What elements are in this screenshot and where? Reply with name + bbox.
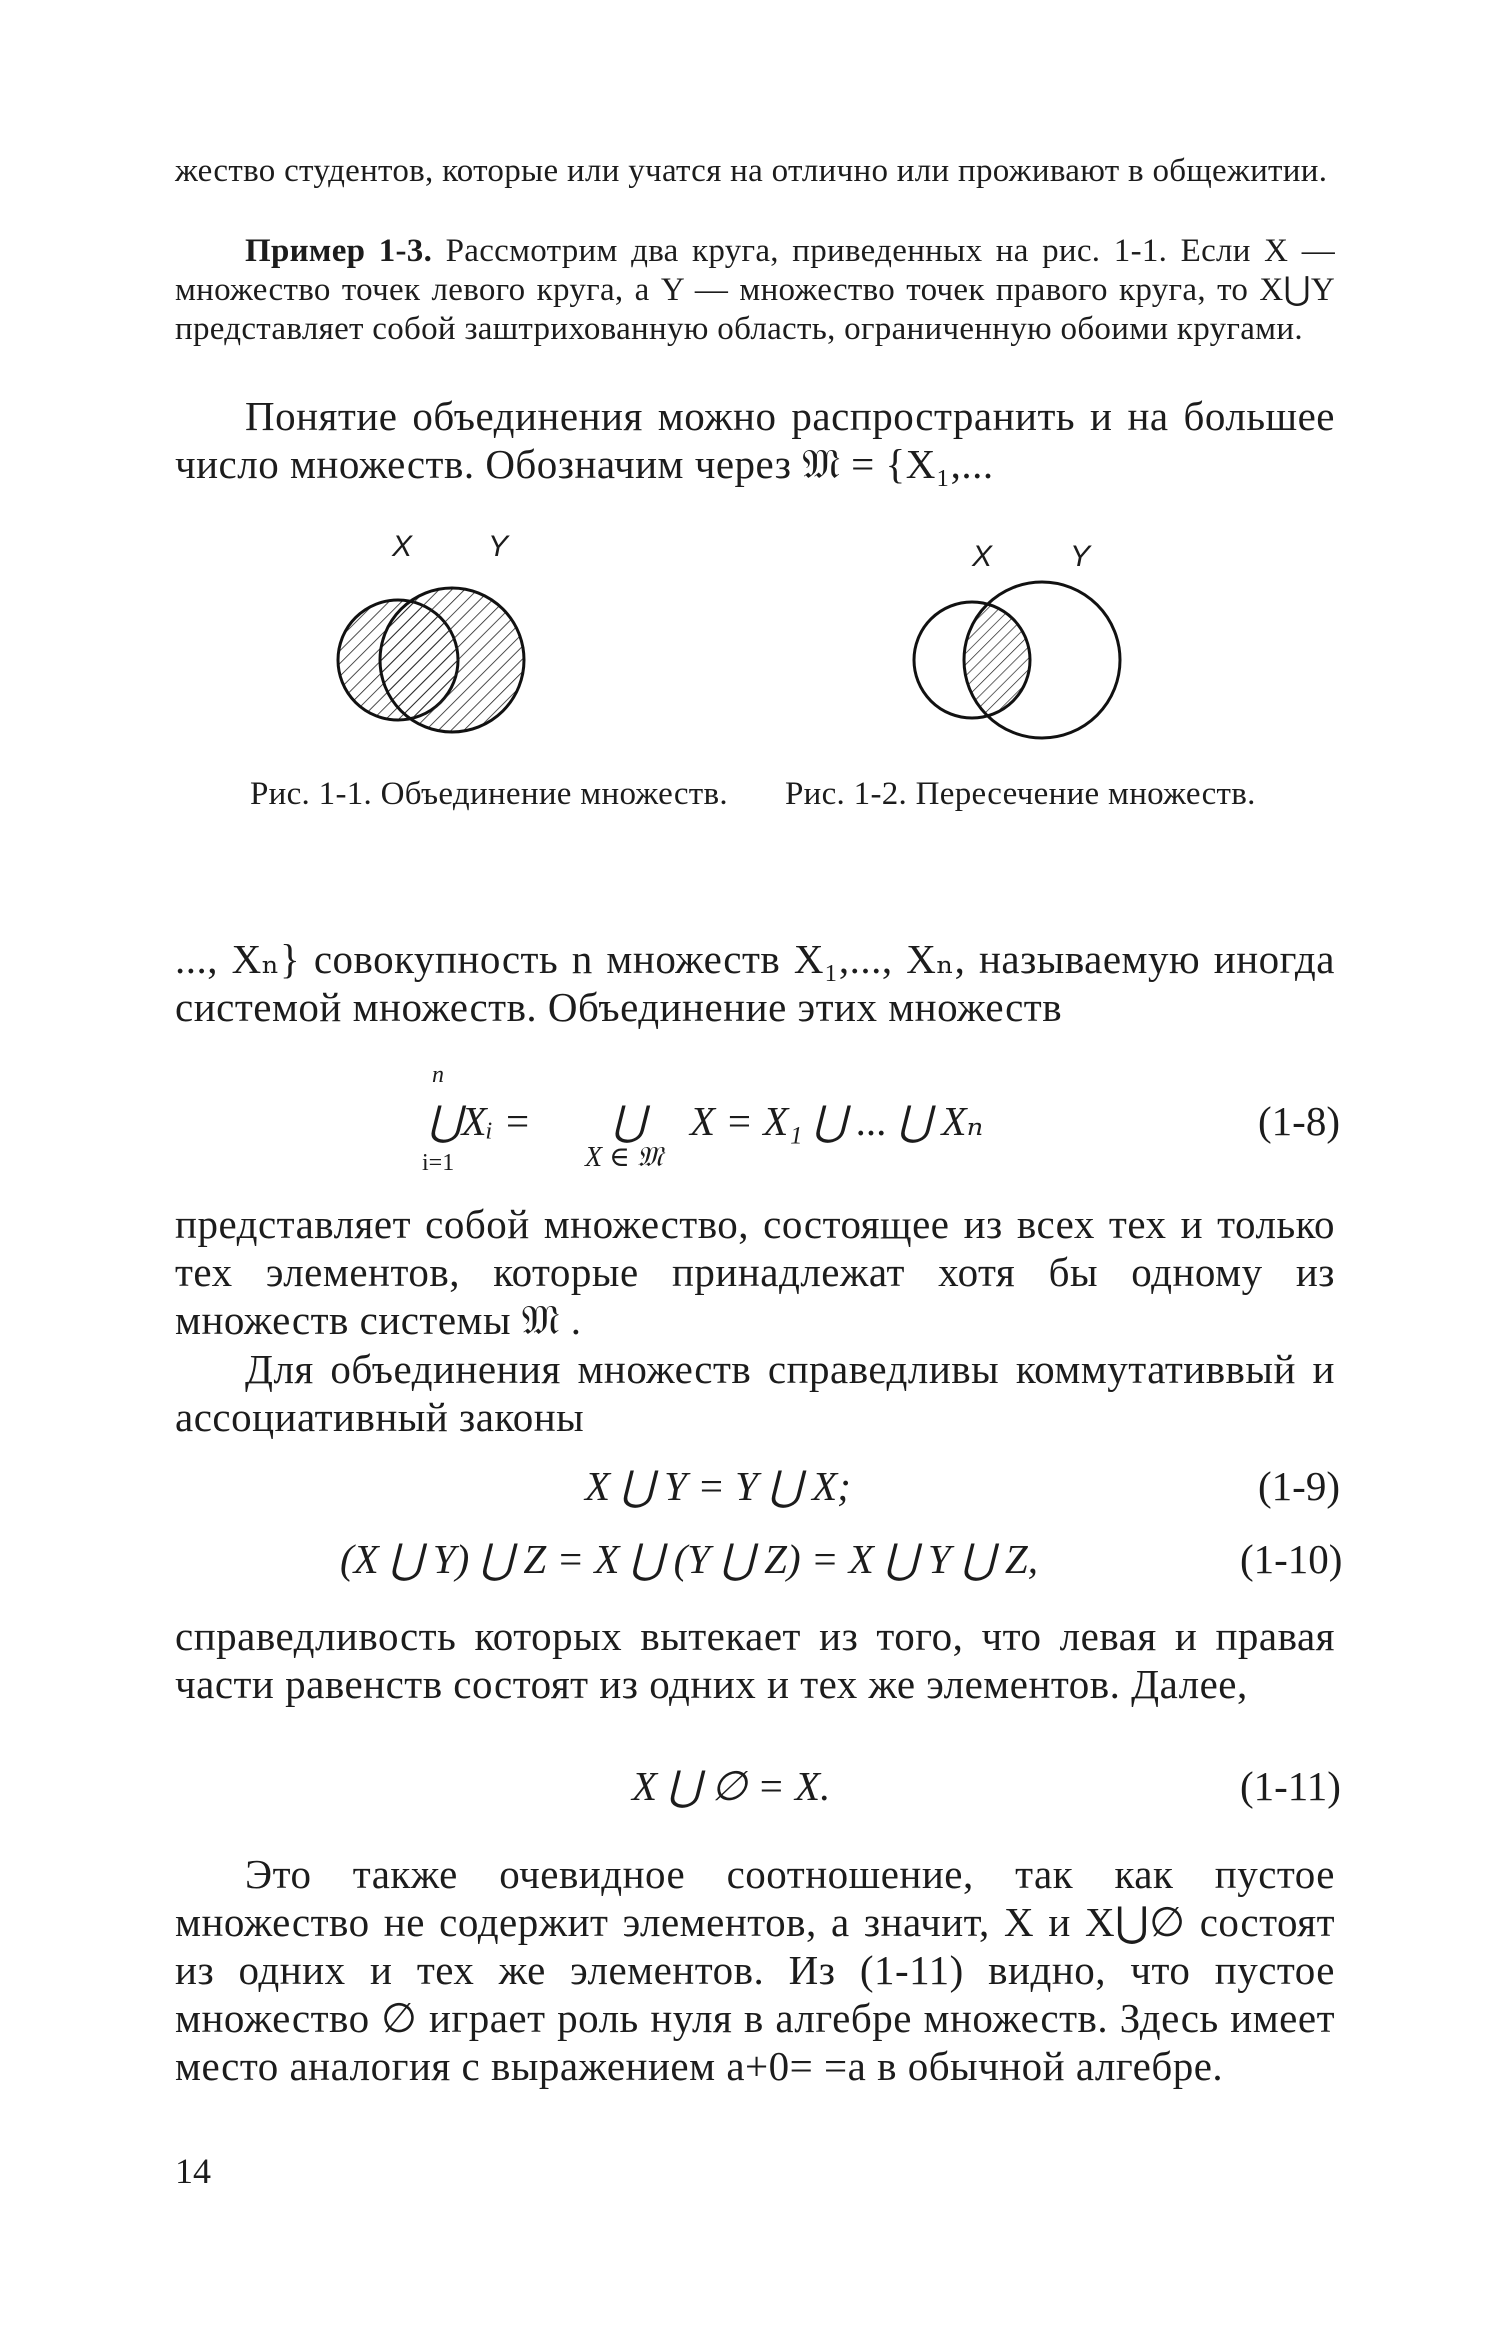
fig1-label-y: Y [488, 530, 509, 563]
circle-y [380, 588, 524, 732]
page-number: 14 [175, 2151, 211, 2191]
example-body: Рассмотрим два круга, приведенных на рис. 1-1. Если X — множество точек левого круга, а Y — множество точек правого круга, то X⋃Y представляет собой заштрихованную область, ограниченную обоими кругами. [175, 233, 1335, 347]
paragraph-empty-set: Это также очевидное соотношение, так как пустое множество не содержит элементов, а значит, X и X⋃∅ состоят из одних и тех же элементов. Из (1-11) видно, что пустое множество ∅ играет роль нуля в алгебре множеств. Здесь имеет место аналогия с выражением a+0= =a в обычной алгебре. [175, 1851, 1335, 2089]
eq8-lower: i=1 [422, 1150, 455, 1176]
eq8-right: X = X₁ ⋃ ... ⋃ Xₙ [690, 1098, 984, 1144]
paragraph-union-intro: Понятие объединения можно распространить и на большее число множеств. Обозначим через 𝔐 = {X₁,... [175, 393, 1335, 487]
eq11-number: (1-11) [1240, 1763, 1341, 1809]
figure-union-caption: Рис. 1-1. Объединение множеств. [250, 776, 728, 812]
paragraph-union-definition: представляет собой множество, состоящее из всех тех и только тех элементов, которые принадлежат хотя бы одному из множеств системы 𝔐 . [175, 1201, 1335, 1343]
eq10-number: (1-10) [1240, 1536, 1343, 1582]
paragraph-justification: справедливость которых вытекает из того, что левая и правая части равенств состоят из одних и тех же элементов. Далее, [175, 1613, 1335, 1707]
paragraph-continuation: жество студентов, которые или учатся на отлично или проживают в общежитии. [175, 153, 1328, 189]
example-paragraph [175, 232, 1335, 349]
example-label: Пример 1-3. [245, 233, 433, 269]
eq8-left: ⋃Xᵢ = [428, 1098, 532, 1144]
eq10-expression: (X ⋃ Y) ⋃ Z = X ⋃ (Y ⋃ Z) = X ⋃ Y ⋃ Z, [340, 1536, 1038, 1582]
fig2-label-y: Y [1070, 540, 1091, 573]
fig2-label-x: X [972, 540, 993, 573]
eq8-upper: n [432, 1062, 444, 1088]
figure-intersection-caption: Рис. 1-2. Пересечение множеств. [785, 776, 1256, 812]
eq11-expression: X ⋃ ∅ = X. [632, 1763, 831, 1809]
eq9-expression: X ⋃ Y = Y ⋃ X; [585, 1463, 851, 1509]
eq9-number: (1-9) [1258, 1463, 1340, 1509]
fig1-label-x: X [392, 530, 413, 563]
figure-intersection [900, 560, 1180, 770]
paragraph-system: ..., Xₙ} совокупность n множеств X₁,..., Xₙ, называемую иногда системой множеств. Объединение этих множеств [175, 936, 1335, 1030]
eq8-lower2: X ∈ 𝔐 [585, 1142, 663, 1173]
eq8-union-symbol: ⋃ [612, 1098, 646, 1144]
paragraph-laws: Для объединения множеств справедливы коммутативвый и ассоциативный законы [175, 1346, 1335, 1440]
figure-union [320, 530, 590, 760]
eq8-number: (1-8) [1258, 1098, 1340, 1144]
